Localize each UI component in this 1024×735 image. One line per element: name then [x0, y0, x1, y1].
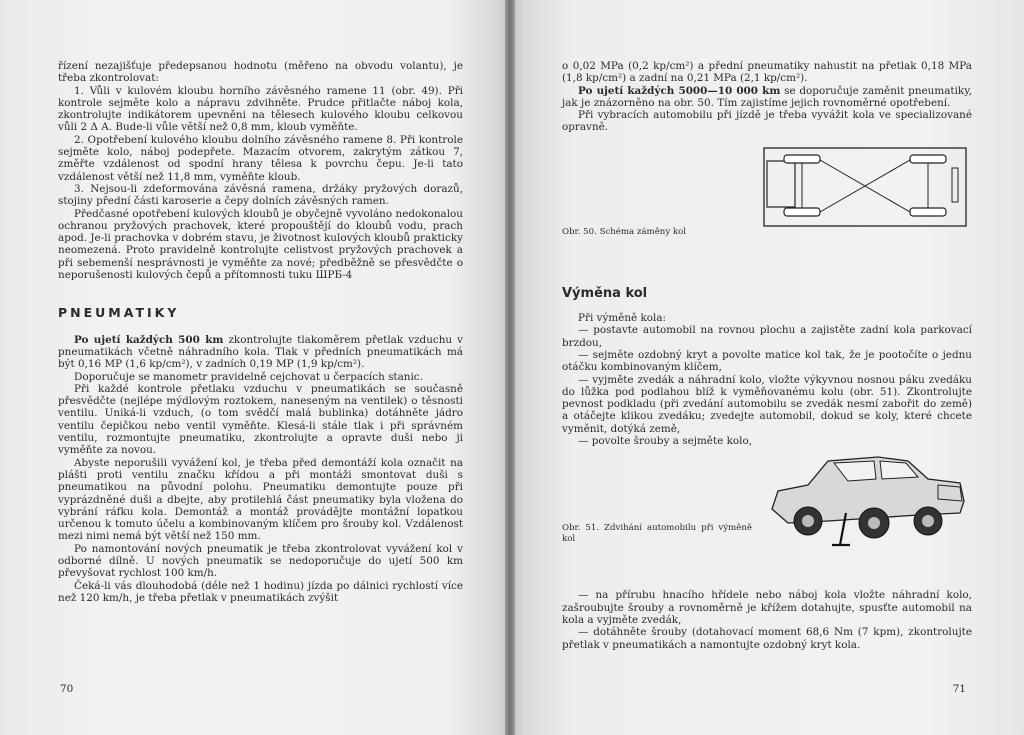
car-window: [880, 461, 918, 479]
paragraph: 2. Opotřebení kulového kloubu dolního závěsného ramene 8. Při kontrole sejměte kolo, náboj podepřete. Mazacím otvorem, zakrytým zátkou 7, změřte vzdálenost od spodní hrany tělesa k povrchu čepu. Je-li tato vzdálenost větší než 11,8 mm, vyměňte kloub.: [58, 133, 463, 183]
paragraph: 1. Vůli v kulovém kloubu horního závěsného ramene 11 (obr. 49). Při kontrole sejměte kolo a nápravu zdvihněte. Prudce přitlačte náboj kola, zkontrolujte indikátorem upevněni na tělesech kulového kloubu celkovou vůli 2 Δ A. Bude-li vůle větší než 0,8 mm, kloub vyměňte.: [58, 84, 463, 134]
wheel-rear-right: [784, 208, 820, 216]
rear-axle-box: [767, 161, 795, 207]
car-hub: [868, 517, 880, 529]
paragraph: Při výměně kola:: [578, 312, 667, 325]
section-heading-pneumatiky: PNEUMATIKY: [58, 305, 180, 321]
car-jack-illustration: [768, 451, 968, 551]
car-hub: [922, 515, 934, 527]
right-page: [510, 0, 1024, 735]
bold-lead: Po ujetí každých 500 km: [74, 333, 224, 346]
wheel-rear-left: [784, 155, 820, 163]
page-number: 71: [952, 683, 966, 695]
paragraph-text: se doporučuje zaměnit pneumatiky, jak je znázorněno na obr. 50. Tím zajistíme jejich rovnoměrné opotřebení.: [562, 84, 972, 109]
left-page: [0, 0, 510, 735]
paragraph: Čeká-li vás dlouhodobá (déle než 1 hodinu) jízda po dálnici rychlostí více než 120 km/h, je třeba přetlak v pneumatikách zvýšit: [58, 579, 463, 604]
section-heading-vymena-kol: Výměna kol: [562, 285, 648, 301]
list-item: — vyjměte zvedák a náhradní kolo, vložte výkyvnou nosnou páku zvedáku do lůžka pod podlahou blíž k vyměňovanému kolu (obr. 51). Zkontrolujte pevnost podkladu (při zvedání automobilu se zvedák nesmí zabořit do země) a otáčejte klikou zvedáku; zvedejte automobil, dokud se koly, které chcete vyměnit, dotýká země,: [562, 373, 972, 435]
paragraph: o 0,02 MPa (0,2 kp/cm²) a přední pneumatiky nahustit na přetlak 0,18 MPa (1,8 kp/cm²) a zadní na 0,21 MPa (2,1 kp/cm²).: [562, 60, 972, 85]
paragraph: Předčasné opotřebení kulových kloubů je obyčejně vyvoláno nedokonalou ochranou pryžových prachovek, které propouštějí do kloubů vodu, prach apod. Je-li prachovka v dobrém stavu, je životnost kulových kloubů prakticky neomezená. Proto pravidelně kontrolujte celistvost pryžových prachovek a při sebemenší nesprávnosti je vyměňte za nové; předběžně se přesvědčte o neporušenosti kulových čepů a přítomnosti tuku ШРБ-4: [58, 207, 463, 282]
wheel-rotation-diagram: [762, 146, 968, 246]
list-item: — povolte šrouby a sejměte kolo,: [578, 435, 753, 448]
paragraph: [58, 334, 463, 371]
figure-51: [562, 451, 972, 579]
right-page-text: [562, 60, 972, 651]
page-number: 70: [60, 683, 74, 695]
wheel-front-right: [910, 208, 946, 216]
left-page-text: [58, 60, 463, 604]
paragraph: 3. Nejsou-li zdeformována závěsná ramena, držáky pryžových dorazů, stojiny přední části karoserie a čepy dolních závěsných ramen.: [58, 182, 463, 208]
spare-wheel: [952, 168, 958, 202]
paragraph: Při vybracích automobilu při jízdě je třeba vyvážit kola ve specializované opravně.: [562, 109, 972, 134]
list-item: — sejměte ozdobný kryt a povolte matice kol tak, že je pootočíte o jednu otáčku kombinovaným klíčem,: [562, 348, 972, 374]
list-item: — postavte automobil na rovnou plochu a zajistěte zadní kola parkovací brzdou,: [562, 324, 972, 349]
book-gutter: [505, 0, 515, 735]
paragraph-text: zkontrolujte tlakoměrem přetlak vzduchu v pneumatikách včetně náhradního kola. Tlak v předních pneumatikách má být 0,16 MP (1,6 kp/cm²), v zadních 0,19 MP (1,9 kp/cm²).: [58, 333, 463, 371]
paragraph: [562, 85, 972, 110]
figure-50: [562, 146, 972, 258]
list-item: — na přírubu hnacího hřídele nebo náboj kola vložte náhradní kolo, zašroubujte šrouby a rovnoměrně je křížem dotahujte, spusťte automobil na kola a vyjměte zvedák,: [562, 589, 972, 626]
bold-lead: Po ujetí každých 5000—10 000 km: [578, 84, 781, 97]
paragraph: Při každé kontrole přetlaku vzduchu v pneumatikách se současně přesvědčte (nejlépe mýdlovým roztokem, naneseným na ventilek) o těsnosti ventilu. Uniká-li vzduch, (o tom svědčí malá bublinka) dotáhněte jádro ventilu čepičkou nebo ventil vyměňte. Klesá-li stále tlak i při správném ventilu, rozmontujte pneumatiku, zkontrolujte a opravte duši nebo ji vyměňte za novou.: [58, 382, 463, 457]
paragraph: Doporučuje se manometr pravidelně cejchovat u čerpacích stanic.: [74, 370, 423, 383]
wheel-front-left: [910, 155, 946, 163]
figure-caption: Obr. 50. Schéma záměny kol: [562, 226, 687, 237]
paragraph: Po namontování nových pneumatik je třeba zkontrolovat vyvážení kol v odborné dílně. U nových pneumatik se nedoporučuje do ujetí 500 km převyšovat rychlost 100 km/h.: [58, 542, 463, 580]
paragraph: Abyste neporušili vyvážení kol, je třeba před demontáží kola označit na plášti proti ventilu značku křídou a při montáži smontovat duši s pneumatikou na původní polohu. Pneumatiku demontujte pouze při vyprázdněné duši a dbejte, aby protilehlá část pneumatiky byla vložena do vybrání ráfku kola. Demontáž a montáž provádějte montážní lopatkou určenou k tomuto účelu a kombinovaným klíčem pro šrouby kol. Vzdálenost mezi nimi nemá být větší než 150 mm.: [58, 456, 463, 543]
list-item: — dotáhněte šrouby (dotahovací moment 68,6 Nm (7 kpm), zkontrolujte přetlak v pneumatikách a namontujte ozdobný kryt kola.: [562, 626, 972, 651]
car-hub: [802, 515, 814, 527]
figure-caption: Obr. 51. Zdvihání automobilu při výměně kol: [562, 523, 752, 545]
paragraph: řízení nezajišťuje předepsanou hodnotu (měřeno na obvodu volantu), je třeba zkontrolovat:: [58, 60, 463, 85]
